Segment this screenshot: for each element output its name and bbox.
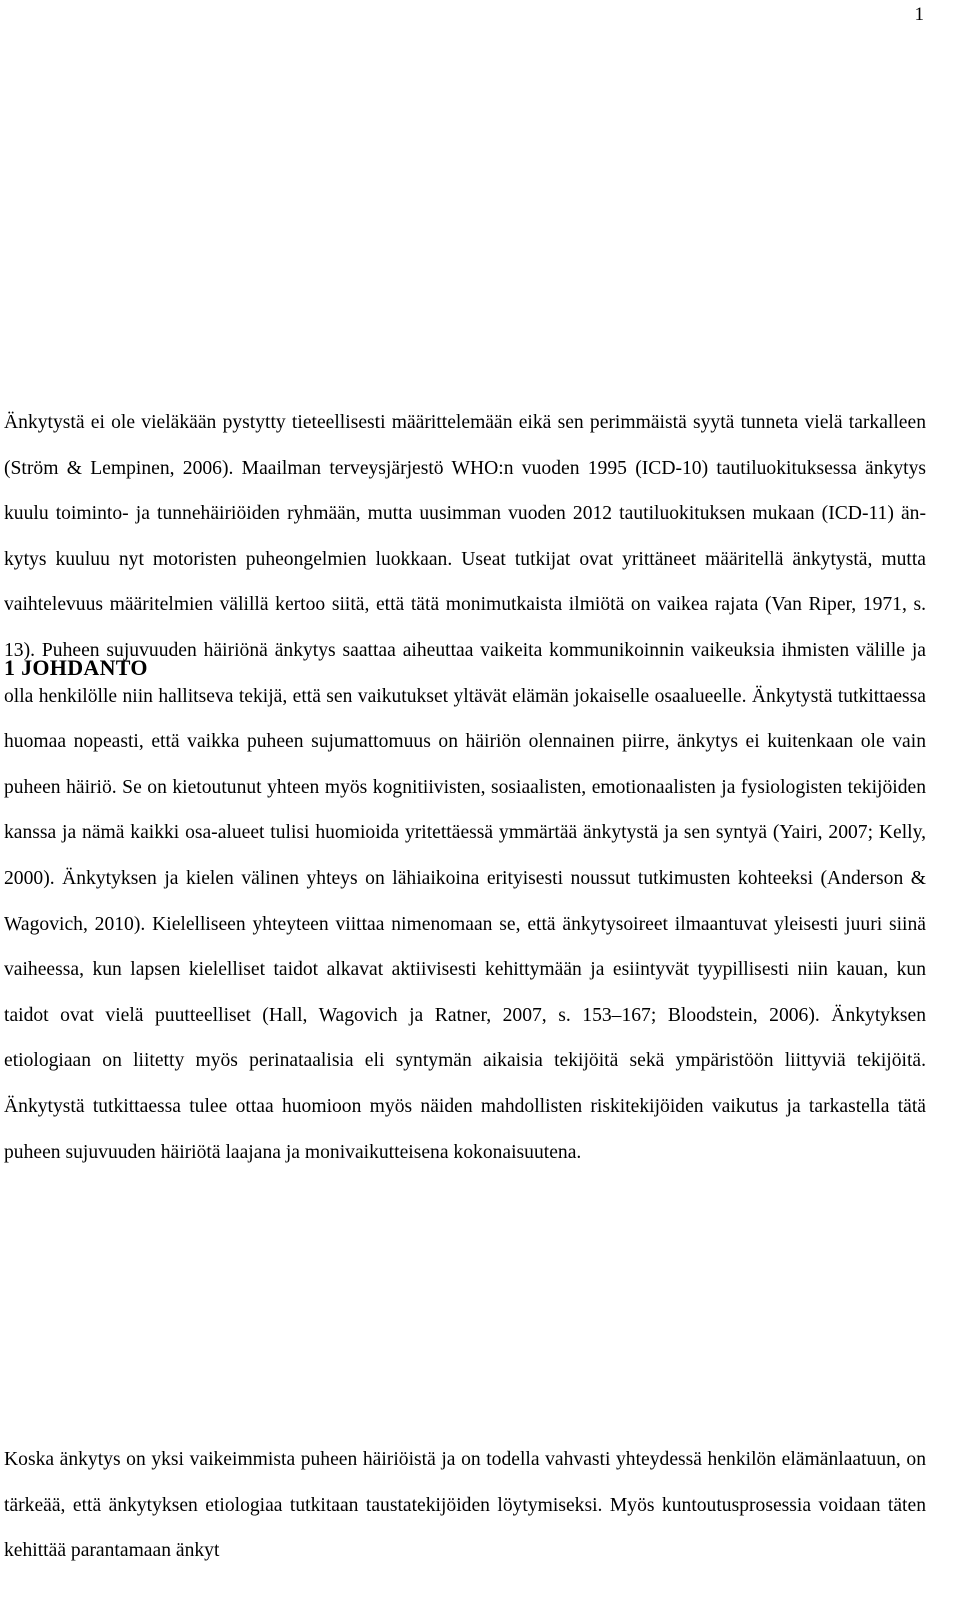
body-paragraph-2: Koska änkytys on yksi vaikeimmista puheen häiriöistä ja on todella vahvasti yhteydessä henkilön elämänlaatuun, on tärkeää, että änkytyksen etiologiaa tutkitaan taustatekijöiden löytymiseksi. Myös kuntoutusprosessia voidaan täten kehittää parantamaan änkyt — [4, 1449, 926, 1562]
chapter-heading: 1 JOHDANTO — [4, 655, 148, 680]
page-number: 1 — [914, 4, 924, 25]
body-paragraph-1: Änkytystä ei ole vieläkään pystytty tieteellisesti määrittelemään eikä sen perimmäistä syytä tunneta vielä tarkalleen (Ström & Lempinen, 2006). Maailman terveysjärjestö WHO:n vuoden 1995 (ICD-10) tautiluokituksessa änkytys kuulu toiminto- ja tunnehäiriöiden ryhmään, mutta uusimman vuoden 2012 tautiluokituksen mukaan (ICD-11) änkytys kuuluu nyt motoristen puheongelmien luokkaan. Useat tutkijat ovat yrittäneet määritellä änkytystä, mutta vaihtelevuus määritelmien välillä kertoo siitä, että tätä monimutkaista ilmiötä on vaikea rajata (Van Riper, 1971, s. 13). Puheen sujuvuuden häiriönä änkytys saattaa aiheuttaa vaikeita kommunikoinnin vaikeuksia ihmisten välille ja olla henkilölle niin hallitseva tekijä, että sen vaikutukset yltävät elämän jokaiselle osaalueelle. Änkytystä tutkittaessa huomaa nopeasti, että vaikka puheen sujumattomuus on häiriön olennainen piirre, änkytys ei kuitenkaan ole vain puheen häiriö. Se on kietoutunut yhteen myös kognitiivisten, sosiaalisten, emotionaalisten ja fysiologisten tekijöiden kanssa ja nämä kaikki osa-alueet tulisi huomioida yritettäessä ymmärtää änkytystä ja sen syntyä (Yairi, 2007; Kelly, 2000). Änkytyksen ja kielen välinen yhteys on lähiaikoina erityisesti noussut tutkimusten kohteeksi (Anderson & Wagovich, 2010). Kielelliseen yhteyteen viittaa nimenomaan se, että änkytysoireet ilmaantuvat yleisesti juuri siinä vaiheessa, kun lapsen kielelliset taidot alkavat aktiivisesti kehittymään ja esiintyvät tyypillisesti niin kauan, kun taidot ovat vielä puutteelliset (Hall, Wagovich ja Ratner, 2007, s. 153–167; Bloodstein, 2006). Änkytyksen etiologiaan on liitetty myös perinataalisia eli syntymän aikaisia tekijöitä sekä ympäristöön liittyviä tekijöitä. Änkytystä tutkittaessa tulee ottaa huomioon myös näiden mahdollisten riskitekijöiden vaikutus ja tarkastella tätä puheen sujuvuuden häiriötä laajana ja monivaikutteisena kokonaisuutena. — [4, 412, 926, 1163]
